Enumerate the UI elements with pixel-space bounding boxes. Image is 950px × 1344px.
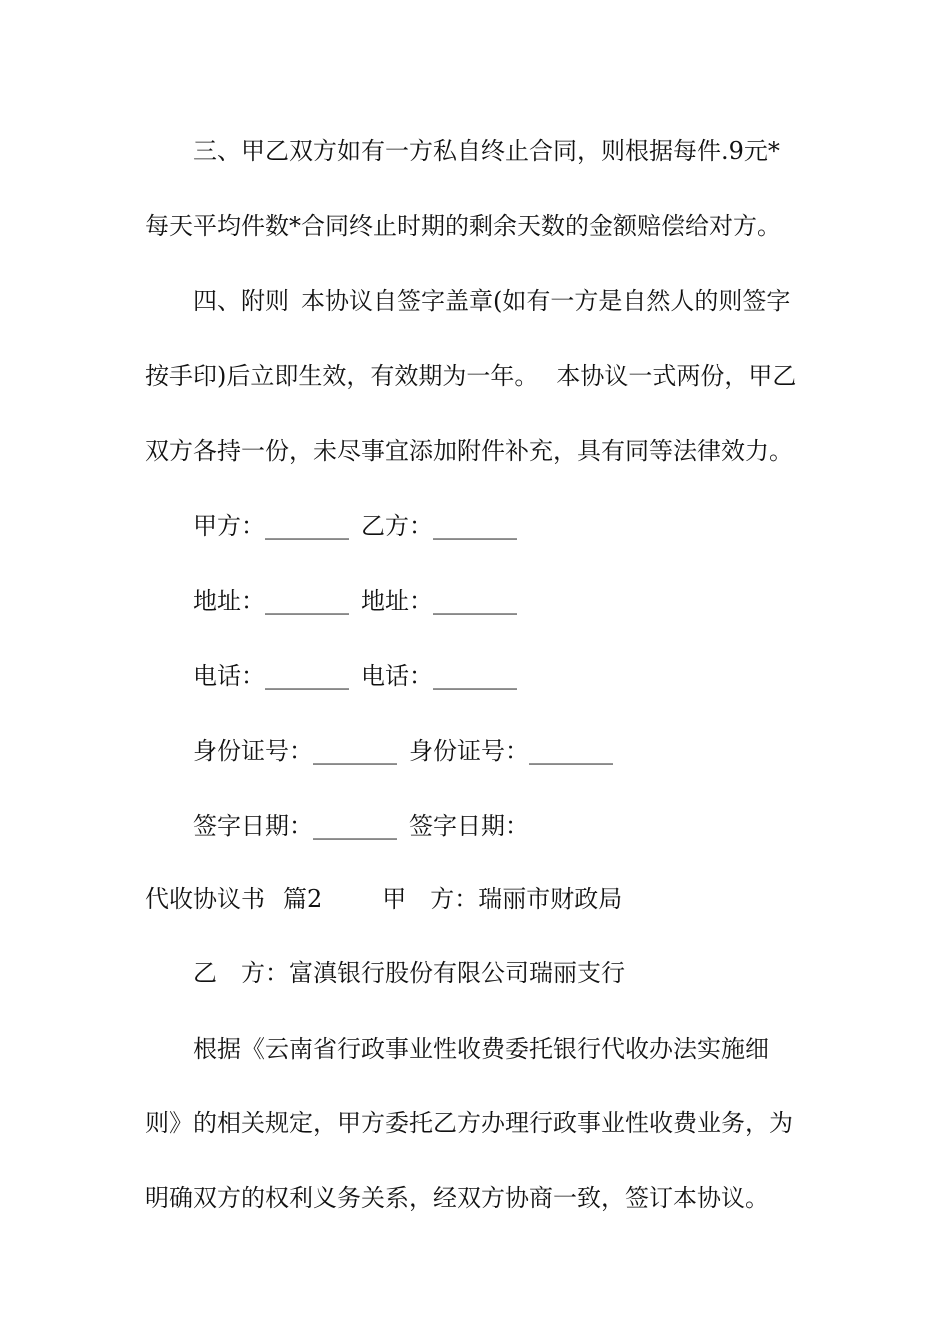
signature-date-row <box>193 810 863 842</box>
date-a-field: 签字日期：_______ <box>193 812 397 840</box>
signature-address-row <box>193 585 863 617</box>
clause-3-line-2 <box>145 210 815 242</box>
clause-3-text-1: 三、甲乙双方如有一方私自终止合同，则根据每件.9元* <box>193 137 780 165</box>
agreement-2-heading <box>145 883 815 915</box>
agreement-2-party-b: 乙 方：富滇银行股份有限公司瑞丽支行 <box>193 959 625 987</box>
phone-a-field: 电话：_______ <box>193 662 349 690</box>
id-a-field: 身份证号：_______ <box>193 737 397 765</box>
address-a-field: 地址：_______ <box>193 587 349 615</box>
clause-4-heading: 四、附则 <box>193 287 289 315</box>
phone-b-field: 电话：_______ <box>361 662 517 690</box>
agreement-2-basis-line-1 <box>193 1033 863 1065</box>
clause-4-line-1 <box>193 285 863 317</box>
signature-phone-row <box>193 660 863 692</box>
clause-4-text-1: 本协议自签字盖章(如有一方是自然人的则签字 <box>301 287 791 315</box>
agreement-2-basis-text-2: 则》的相关规定，甲方委托乙方办理行政事业性收费业务，为 <box>145 1109 793 1137</box>
agreement-2-party-a: 甲 方：瑞丽市财政局 <box>382 885 623 913</box>
clause-3-line-1 <box>193 135 863 167</box>
clause-4-line-3 <box>145 435 815 467</box>
id-b-field: 身份证号：_______ <box>409 737 613 765</box>
clause-4-text-2a: 按手印)后立即生效，有效期为一年。 <box>145 362 539 390</box>
agreement-2-party-b-line <box>193 957 863 989</box>
address-b-field: 地址：_______ <box>361 587 517 615</box>
agreement-2-basis-line-3 <box>145 1182 815 1214</box>
agreement-2-part: 篇2 <box>283 885 323 913</box>
clause-4-text-3: 双方各持一份，未尽事宜添加附件补充，具有同等法律效力。 <box>145 437 793 465</box>
clause-4-text-2b: 本协议一式两份，甲乙 <box>556 362 797 390</box>
clause-4-line-2 <box>145 360 815 392</box>
signature-party-row <box>193 510 863 542</box>
agreement-2-title: 代收协议书 <box>145 885 265 913</box>
party-a-field: 甲方：_______ <box>193 512 349 540</box>
party-b-field: 乙方：_______ <box>361 512 517 540</box>
clause-3-text-2: 每天平均件数*合同终止时期的剩余天数的金额赔偿给对方。 <box>145 212 781 240</box>
date-b-field: 签字日期： <box>409 812 529 840</box>
agreement-2-basis-text-1: 根据《云南省行政事业性收费委托银行代收办法实施细 <box>193 1035 769 1063</box>
agreement-2-basis-text-3: 明确双方的权利义务关系，经双方协商一致，签订本协议。 <box>145 1184 769 1212</box>
agreement-2-basis-line-2 <box>145 1107 815 1139</box>
signature-id-row <box>193 735 863 767</box>
